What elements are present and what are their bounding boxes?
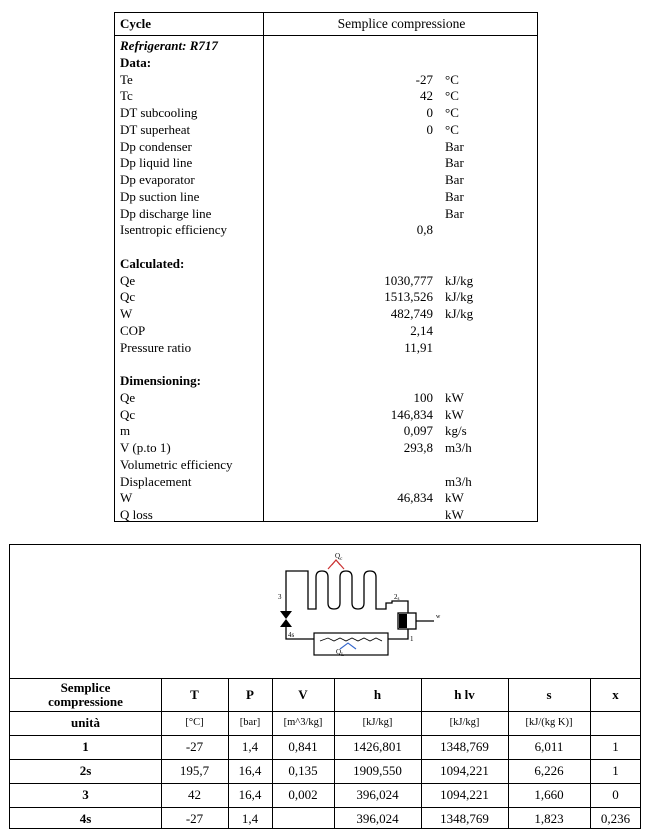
state-point-name: 2s	[79, 763, 92, 778]
sheet-row	[115, 373, 537, 390]
sheet-row	[115, 155, 537, 172]
sheet-row	[115, 256, 537, 273]
point-4s-label: 4s	[288, 631, 295, 639]
sheet-row	[115, 490, 537, 507]
sheet-row	[115, 206, 537, 223]
sheet-row-unit: °C	[445, 71, 459, 87]
table-cell: 1,4	[241, 739, 259, 754]
sheet-row	[115, 88, 537, 105]
sheet-row	[115, 474, 537, 491]
sheet-row-label: Qc	[120, 289, 136, 305]
cycle-diagram-area	[10, 545, 640, 679]
sheet-row-label: Data:	[120, 54, 152, 70]
table-cell: -27	[185, 739, 204, 754]
sheet-row-label: Tc	[120, 88, 133, 104]
sheet-row-label: Dimensioning:	[120, 373, 201, 388]
units-label: unità	[71, 715, 100, 730]
condenser-pipe-left	[286, 571, 316, 611]
sheet-row-label: Dp evaporator	[120, 172, 195, 187]
column-header: T	[190, 687, 199, 702]
sheet-row-value: 0	[426, 121, 433, 137]
sheet-row	[115, 289, 537, 306]
sheet-row-value: 146,834	[390, 406, 433, 422]
point-3-label: 3	[278, 593, 282, 601]
point-w-label: w	[436, 614, 441, 620]
table-cell: 16,4	[238, 763, 262, 778]
sheet-row	[115, 507, 537, 524]
unit-cell: [m^3/kg]	[283, 717, 323, 728]
table-cell: 1348,769	[440, 811, 489, 826]
sheet-row-value: 0,097	[403, 423, 433, 439]
sheet-row-unit: Bar	[445, 188, 464, 204]
unit-cell: [bar]	[239, 717, 261, 728]
sheet-row-unit: Bar	[445, 205, 464, 221]
table-cell: 0	[612, 787, 619, 802]
sheet-row-value: 293,8	[403, 440, 433, 455]
sheet-row	[115, 340, 537, 357]
sheet-row-label: Isentropic efficiency	[120, 222, 227, 238]
sheet-row	[115, 390, 537, 407]
table-cell: 1	[612, 763, 619, 778]
sheet-row-unit: °C	[445, 121, 459, 137]
sheet-row	[115, 55, 537, 72]
sheet-row	[115, 122, 537, 139]
sheet-row	[115, 323, 537, 340]
table-cell: -27	[185, 811, 204, 826]
sheet-row-value: 0,8	[416, 222, 433, 238]
column-header: h	[373, 687, 382, 702]
sheet-header-right: Semplice compressione	[337, 16, 466, 31]
sheet-row-label: V (p.to 1)	[120, 440, 171, 455]
sheet-row-label: Dp condenser	[120, 138, 192, 154]
table-cell: 0,236	[600, 811, 631, 826]
column-header: s	[546, 687, 552, 702]
sheet-row	[115, 407, 537, 424]
sheet-row	[115, 105, 537, 122]
cycle-data-sheet	[114, 12, 538, 522]
table-cell: 1426,801	[353, 739, 402, 754]
table-cell: 396,024	[356, 811, 399, 826]
sheet-row-unit: kW	[445, 507, 464, 522]
sheet-row-label: W	[120, 306, 133, 321]
sheet-row-label: COP	[120, 322, 146, 338]
column-header: P	[246, 687, 254, 702]
sheet-row-label: Qe	[120, 272, 136, 288]
condenser-coil	[316, 571, 376, 609]
sheet-row-value: 1513,526	[384, 289, 433, 305]
sheet-row	[115, 172, 537, 189]
sheet-row-unit: kW	[445, 389, 464, 405]
sheet-row	[115, 239, 537, 256]
sheet-row-label: DT superheat	[120, 121, 191, 137]
sheet-row-value: 0	[426, 105, 433, 120]
point-2s-label: 2s	[394, 593, 400, 602]
sheet-row-unit: Bar	[445, 172, 464, 187]
table-cell: 0,002	[288, 787, 318, 802]
column-header: V	[298, 687, 308, 702]
sheet-row	[115, 273, 537, 290]
sheet-row-unit: °C	[445, 105, 459, 120]
sheet-row-unit: kJ/kg	[445, 306, 474, 321]
sheet-row-label: Refrigerant: R717	[120, 38, 218, 53]
sheet-row	[115, 306, 537, 323]
sheet-row-label: Dp liquid line	[120, 155, 193, 171]
sheet-row-unit: kW	[445, 406, 464, 422]
state-points-table	[9, 544, 641, 829]
sheet-row-unit: kJ/kg	[445, 289, 474, 305]
sheet-row-unit: kg/s	[445, 423, 467, 439]
table-cell: 1,823	[534, 811, 564, 826]
table-cell: 1348,769	[440, 739, 489, 754]
table-title-line1: Semplice	[60, 680, 111, 695]
table-cell: 1,660	[534, 787, 564, 802]
sheet-row-unit: m3/h	[445, 473, 472, 489]
unit-cell: [kJ/kg]	[362, 717, 393, 728]
suction-line	[388, 629, 408, 639]
table-cell: 0,135	[288, 763, 318, 778]
sheet-row-value: 11,91	[404, 339, 433, 355]
table-cell: 1094,221	[440, 763, 489, 778]
sheet-row-label: Qc	[120, 406, 136, 422]
table-cell: 6,011	[534, 739, 564, 754]
unit-cell: [kJ/kg]	[449, 717, 480, 728]
evaporator-box	[314, 633, 388, 655]
sheet-row-label: Pressure ratio	[120, 339, 192, 355]
sheet-row-value: 100	[413, 389, 433, 405]
sheet-header-left: Cycle	[120, 16, 152, 31]
sheet-row-unit: kW	[445, 490, 464, 506]
table-cell: 6,226	[534, 763, 564, 778]
sheet-row	[115, 72, 537, 89]
table-cell: 195,7	[179, 763, 210, 778]
table-cell: 16,4	[238, 787, 262, 802]
sheet-row-unit: Bar	[445, 155, 464, 171]
sheet-row	[115, 423, 537, 440]
condenser-pipe-right	[376, 601, 408, 613]
sheet-row-label: m	[120, 423, 131, 439]
ql-label: $Q_L$	[336, 648, 345, 658]
sheet-row-label: Qe	[120, 389, 136, 405]
sheet-row	[115, 189, 537, 206]
sheet-row-value: -27	[415, 71, 433, 87]
column-header: h lv	[454, 687, 475, 702]
sheet-row-label: Displacement	[120, 473, 192, 489]
table-cell: 0,841	[288, 739, 318, 754]
table-cell	[272, 807, 334, 830]
sheet-row-value: 482,749	[390, 306, 433, 321]
table-cell: 1909,550	[353, 763, 402, 778]
sheet-row	[115, 38, 537, 55]
point-1-label: 1	[410, 635, 414, 643]
sheet-row	[115, 222, 537, 239]
table-cell: 42	[188, 787, 201, 802]
unit-cell	[590, 711, 641, 735]
sheet-row	[115, 457, 537, 474]
sheet-row-value: 42	[420, 88, 433, 104]
table-cell: 1,4	[241, 811, 259, 826]
sheet-row-unit: °C	[445, 88, 459, 104]
sheet-row-label: W	[120, 490, 133, 506]
state-point-name: 1	[82, 739, 89, 754]
state-point-name: 4s	[79, 811, 92, 826]
sheet-row	[115, 440, 537, 457]
table-cell: 1094,221	[440, 787, 489, 802]
sheet-row-unit: kJ/kg	[445, 272, 474, 288]
sheet-row-unit: m3/h	[445, 440, 472, 455]
sheet-row-value: 1030,777	[384, 272, 433, 288]
sheet-row-label: Q loss	[120, 507, 153, 522]
sheet-row-value: 46,834	[397, 490, 433, 506]
state-point-name: 3	[82, 787, 89, 802]
sheet-rows	[115, 38, 537, 524]
sheet-row-label: Calculated:	[120, 255, 185, 271]
table-cell: 1	[612, 739, 619, 754]
sheet-row-label: Volumetric efficiency	[120, 456, 233, 472]
sheet-row-label: Dp suction line	[120, 188, 200, 204]
table-cell: 396,024	[356, 787, 399, 802]
ql-heat-arrows	[340, 643, 356, 649]
sheet-header	[115, 13, 537, 36]
expansion-valve-icon	[280, 611, 292, 627]
table-title-line2: compressione	[48, 694, 123, 709]
sheet-row	[115, 356, 537, 373]
qc-label: $Q_c$	[335, 552, 343, 562]
sheet-row-label: Dp discharge line	[120, 205, 212, 221]
refrigeration-cycle-diagram	[258, 551, 448, 669]
sheet-row-label: Te	[120, 71, 133, 87]
sheet-row-label: DT subcooling	[120, 105, 198, 120]
column-header: x	[612, 687, 619, 702]
unit-cell: [°C]	[185, 717, 204, 728]
sheet-row	[115, 139, 537, 156]
sheet-row-unit: Bar	[445, 138, 464, 154]
sheet-row-value: 2,14	[410, 322, 433, 338]
unit-cell: [kJ/(kg K)]	[525, 717, 573, 728]
